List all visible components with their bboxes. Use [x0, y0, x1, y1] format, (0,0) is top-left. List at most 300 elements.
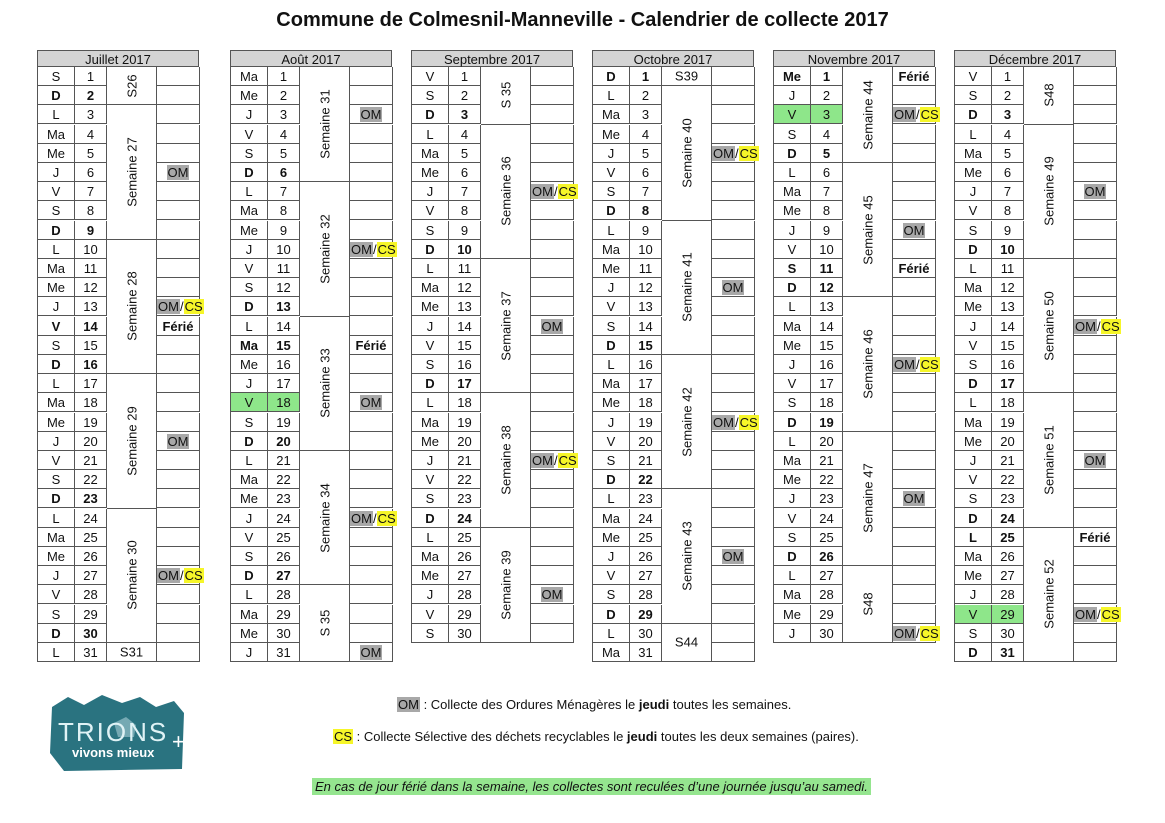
week-label: Semaine 33 — [317, 348, 332, 418]
collection-cell — [1074, 67, 1117, 86]
day-number: 1 — [75, 67, 107, 86]
week-cell — [1024, 67, 1074, 125]
om-tag: OM — [903, 222, 925, 238]
week-cell — [481, 393, 531, 527]
day-name: L — [774, 432, 811, 451]
day-number: 25 — [992, 528, 1024, 547]
day-number: 11 — [75, 259, 107, 278]
day-number: 25 — [449, 528, 481, 547]
collection-cell — [893, 605, 936, 624]
collection-cell — [893, 470, 936, 489]
day-name: Me — [38, 413, 75, 432]
day-name: V — [231, 528, 268, 547]
day-number: 23 — [992, 489, 1024, 508]
collection-cell — [893, 374, 936, 393]
collection-cell — [712, 528, 755, 547]
day-name: V — [412, 67, 449, 86]
collection-cell — [157, 221, 200, 240]
week-label: Semaine 40 — [679, 118, 694, 188]
week-label: Semaine 51 — [1041, 425, 1056, 495]
collection-cell — [350, 221, 393, 240]
collection-cell — [157, 374, 200, 393]
collection-cell — [712, 86, 755, 105]
month-header: Juillet 2017 — [37, 50, 199, 67]
day-name: Me — [774, 605, 811, 624]
day-number: 20 — [992, 432, 1024, 451]
om-tag: OM — [713, 145, 734, 161]
day-number: 16 — [630, 355, 662, 374]
day-name: L — [38, 374, 75, 393]
day-name: Ma — [593, 509, 630, 528]
collection-cell — [893, 182, 936, 201]
collection-cell — [1074, 201, 1117, 220]
day-number: 21 — [449, 451, 481, 470]
week-label: Semaine 43 — [679, 521, 694, 591]
om-tag: OM — [398, 697, 419, 712]
day-name: D — [774, 547, 811, 566]
legend-om-text-1: : Collecte des Ordures Ménagères le — [419, 697, 639, 712]
logo-vivons: vivons mieux — [72, 745, 155, 760]
day-number: 15 — [630, 336, 662, 355]
om-tag: OM — [158, 299, 179, 315]
legend-cs-text-2: toutes les deux semaines (paires). — [657, 729, 859, 744]
day-number: 3 — [75, 105, 107, 124]
day-number: 6 — [268, 163, 300, 182]
collection-cell — [350, 317, 393, 336]
day-name: Ma — [231, 201, 268, 220]
day-number: 29 — [449, 605, 481, 624]
day-name: V — [38, 585, 75, 604]
collection-cell — [531, 67, 574, 86]
day-name: D — [231, 163, 268, 182]
month-table — [773, 67, 939, 643]
day-name: Me — [774, 336, 811, 355]
day-number: 31 — [992, 643, 1024, 662]
day-name: S — [774, 259, 811, 278]
day-name: V — [955, 201, 992, 220]
day-name: S — [593, 182, 630, 201]
collection-cell — [157, 182, 200, 201]
day-number: 1 — [449, 67, 481, 86]
day-name: Ma — [412, 413, 449, 432]
week-cell — [662, 221, 712, 355]
day-number: 4 — [992, 125, 1024, 144]
collection-cell — [157, 605, 200, 624]
collection-cell — [1074, 470, 1117, 489]
tag-separator: / — [553, 453, 558, 468]
tag-separator: / — [734, 414, 739, 430]
cs-tag: CS — [739, 414, 758, 430]
day-number: 13 — [75, 297, 107, 316]
day-name: V — [38, 182, 75, 201]
day-name: S — [774, 125, 811, 144]
om-tag: OM — [722, 549, 744, 564]
collection-cell — [350, 605, 393, 624]
cs-tag: CS — [920, 625, 939, 641]
day-name: Ma — [593, 105, 630, 124]
collection-cell — [1074, 240, 1117, 259]
week-cell — [843, 67, 893, 163]
trions-logo — [44, 693, 212, 773]
day-number: 3 — [811, 105, 843, 124]
collection-cell — [531, 413, 574, 432]
day-number: 20 — [268, 432, 300, 451]
week-cell — [300, 451, 350, 585]
day-number: 6 — [449, 163, 481, 182]
day-number: 5 — [992, 144, 1024, 163]
collection-cell — [1074, 182, 1117, 201]
day-name: Ma — [38, 125, 75, 144]
day-number: 11 — [811, 259, 843, 278]
day-number: 12 — [992, 278, 1024, 297]
collection-cell — [712, 201, 755, 220]
day-number: 18 — [268, 393, 300, 412]
collection-cell — [712, 470, 755, 489]
collection-cell — [893, 336, 936, 355]
day-number: 13 — [811, 297, 843, 316]
tag-separator: / — [553, 184, 558, 200]
day-name: Me — [412, 297, 449, 316]
day-name: V — [412, 336, 449, 355]
day-name: J — [412, 585, 449, 604]
collection-cell — [1074, 413, 1117, 432]
day-number: 18 — [811, 393, 843, 412]
collection-cell — [1074, 509, 1117, 528]
day-name: D — [412, 240, 449, 259]
day-name: Me — [593, 393, 630, 412]
week-cell — [481, 67, 531, 125]
collection-cell — [531, 182, 577, 201]
collection-cell — [350, 259, 393, 278]
day-number: 2 — [449, 86, 481, 105]
day-name: L — [955, 393, 992, 412]
collection-cell — [531, 509, 574, 528]
collection-cell — [1074, 278, 1117, 297]
collection-cell — [350, 125, 393, 144]
week-label: Semaine 45 — [860, 194, 875, 265]
day-name: S — [231, 413, 268, 432]
week-label: Semaine 41 — [679, 252, 694, 322]
day-name: Ma — [412, 278, 449, 297]
day-name: D — [955, 374, 992, 393]
collection-cell — [350, 509, 396, 528]
day-number: 30 — [992, 624, 1024, 643]
collection-cell — [531, 393, 574, 412]
collection-cell — [350, 413, 393, 432]
collection-cell — [157, 451, 200, 470]
collection-cell — [157, 105, 200, 124]
day-name: S — [38, 336, 75, 355]
day-number: 2 — [75, 86, 107, 105]
day-number: 19 — [992, 413, 1024, 432]
day-name: Ma — [231, 67, 268, 86]
month-header: Novembre 2017 — [773, 50, 935, 67]
collection-cell — [157, 355, 200, 374]
day-name: J — [593, 413, 630, 432]
collection-cell — [1074, 643, 1117, 662]
day-number: 21 — [630, 451, 662, 470]
week-label: Semaine 27 — [124, 137, 139, 207]
day-number: 26 — [268, 547, 300, 566]
day-name: L — [593, 355, 630, 374]
day-name: D — [412, 105, 449, 124]
day-number: 8 — [630, 201, 662, 220]
day-name: J — [231, 643, 268, 662]
day-number: 27 — [75, 566, 107, 585]
tag-separator: / — [915, 625, 920, 641]
cs-tag: CS — [1101, 318, 1120, 334]
day-name: Ma — [231, 605, 268, 624]
legend-om — [397, 697, 791, 712]
day-name: V — [231, 259, 268, 278]
day-number: 11 — [268, 259, 300, 278]
day-number: 15 — [811, 336, 843, 355]
week-cell — [662, 355, 712, 489]
day-number: 15 — [75, 336, 107, 355]
day-number: 25 — [75, 528, 107, 547]
collection-cell — [350, 86, 393, 105]
collection-cell — [712, 624, 755, 643]
month-block — [411, 50, 577, 643]
day-name: J — [412, 317, 449, 336]
day-number: 23 — [630, 489, 662, 508]
day-name: Ma — [38, 259, 75, 278]
legend-cs-bold: jeudi — [626, 729, 658, 744]
day-name: D — [38, 86, 75, 105]
tag-separator: / — [915, 107, 920, 123]
day-name: Me — [593, 125, 630, 144]
cs-tag: CS — [377, 510, 396, 526]
day-name: L — [955, 125, 992, 144]
day-number: 21 — [811, 451, 843, 470]
collection-cell — [531, 451, 577, 470]
day-name: Me — [412, 566, 449, 585]
day-name: V — [231, 393, 268, 412]
collection-cell — [893, 547, 936, 566]
day-name: Me — [412, 432, 449, 451]
week-cell — [107, 240, 157, 374]
om-tag: OM — [713, 414, 734, 430]
collection-cell — [350, 240, 396, 259]
day-number: 4 — [811, 125, 843, 144]
collection-cell — [350, 163, 393, 182]
collection-cell — [157, 413, 200, 432]
day-number: 21 — [268, 451, 300, 470]
day-name: Me — [231, 489, 268, 508]
day-name: Ma — [774, 451, 811, 470]
day-name: Me — [955, 432, 992, 451]
day-name: S — [955, 221, 992, 240]
collection-cell — [893, 393, 936, 412]
day-name: L — [38, 643, 75, 662]
collection-cell — [712, 240, 755, 259]
day-name: Ma — [774, 585, 811, 604]
om-tag: OM — [1075, 606, 1096, 622]
day-number: 4 — [630, 125, 662, 144]
day-number: 28 — [630, 585, 662, 604]
collection-cell — [531, 547, 574, 566]
week-cell — [662, 86, 712, 220]
week-cell — [1024, 125, 1074, 259]
day-number: 1 — [268, 67, 300, 86]
collection-cell — [1074, 451, 1117, 470]
collection-cell — [893, 125, 936, 144]
day-number: 17 — [811, 374, 843, 393]
day-name: D — [412, 509, 449, 528]
day-name: V — [412, 470, 449, 489]
cs-tag: CS — [377, 241, 396, 257]
legend-cs — [333, 729, 859, 744]
day-number: 19 — [811, 413, 843, 432]
day-name: S — [231, 278, 268, 297]
day-name: Me — [593, 259, 630, 278]
day-name: S — [593, 317, 630, 336]
day-name: J — [231, 105, 268, 124]
collection-cell — [350, 144, 393, 163]
week-label: Semaine 46 — [860, 329, 875, 399]
collection-cell — [893, 509, 936, 528]
collection-cell — [893, 489, 936, 508]
day-number: 11 — [630, 259, 662, 278]
collection-cell — [893, 86, 936, 105]
collection-cell — [712, 67, 755, 86]
collection-cell — [350, 278, 393, 297]
day-name: L — [774, 297, 811, 316]
om-tag: OM — [360, 395, 382, 411]
collection-cell — [893, 585, 936, 604]
week-cell — [481, 259, 531, 393]
day-name: V — [955, 67, 992, 86]
day-name: Me — [955, 297, 992, 316]
holiday-note: En cas de jour férié dans la semaine, les collectes sont reculées d’une journée jusqu’au samedi. — [312, 778, 871, 795]
day-number: 13 — [268, 297, 300, 316]
collection-cell — [350, 374, 393, 393]
week-cell — [843, 566, 893, 643]
day-name: L — [231, 317, 268, 336]
day-number: 17 — [630, 374, 662, 393]
collection-cell — [1074, 528, 1117, 547]
week-label: Semaine 39 — [498, 550, 513, 620]
day-number: 2 — [811, 86, 843, 105]
collection-cell — [531, 163, 574, 182]
day-name: D — [955, 509, 992, 528]
collection-cell — [157, 528, 200, 547]
om-tag: OM — [351, 241, 372, 257]
week-cell — [300, 317, 350, 451]
day-name: D — [955, 643, 992, 662]
day-number: 9 — [268, 221, 300, 240]
collection-cell — [1074, 336, 1117, 355]
om-tag: OM — [722, 280, 744, 296]
day-name: S — [412, 624, 449, 643]
collection-cell — [531, 105, 574, 124]
day-number: 24 — [449, 509, 481, 528]
day-name: S — [955, 624, 992, 643]
collection-cell — [531, 240, 574, 259]
collection-cell — [157, 201, 200, 220]
week-label: S48 — [1041, 83, 1056, 107]
day-number: 22 — [811, 470, 843, 489]
day-name: Ma — [412, 547, 449, 566]
day-name: Me — [955, 163, 992, 182]
day-number: 14 — [75, 317, 107, 336]
day-number: 10 — [992, 240, 1024, 259]
collection-cell — [893, 432, 936, 451]
day-number: 9 — [449, 221, 481, 240]
day-name: D — [955, 240, 992, 259]
day-number: 28 — [992, 585, 1024, 604]
day-number: 20 — [630, 432, 662, 451]
day-number: 5 — [75, 144, 107, 163]
day-name: Me — [38, 547, 75, 566]
collection-cell — [157, 317, 200, 336]
day-name: J — [593, 144, 630, 163]
day-number: 24 — [992, 509, 1024, 528]
day-number: 4 — [268, 125, 300, 144]
collection-cell — [712, 566, 755, 585]
collection-cell — [712, 374, 755, 393]
day-name: D — [38, 624, 75, 643]
day-number: 27 — [992, 566, 1024, 585]
collection-cell — [893, 413, 936, 432]
day-number: 7 — [630, 182, 662, 201]
week-cell — [107, 643, 157, 662]
collection-cell — [712, 509, 755, 528]
collection-cell — [531, 528, 574, 547]
day-number: 18 — [992, 393, 1024, 412]
collection-cell — [531, 470, 574, 489]
collection-cell — [1074, 374, 1117, 393]
day-name: S — [231, 547, 268, 566]
collection-cell — [712, 393, 755, 412]
week-label: Semaine 38 — [498, 425, 513, 495]
collection-cell — [157, 144, 200, 163]
day-number: 2 — [268, 86, 300, 105]
collection-cell — [531, 489, 574, 508]
collection-cell — [1074, 624, 1117, 643]
collection-cell — [531, 374, 574, 393]
month-table — [592, 67, 758, 662]
collection-cell — [712, 278, 755, 297]
collection-cell — [893, 317, 936, 336]
collection-cell — [712, 163, 755, 182]
collection-cell — [157, 566, 203, 585]
day-name: L — [38, 105, 75, 124]
week-label: S26 — [124, 74, 139, 98]
collection-cell — [712, 221, 755, 240]
day-number: 27 — [811, 566, 843, 585]
cs-tag: CS — [920, 357, 939, 372]
week-label: Semaine 50 — [1041, 290, 1056, 361]
collection-cell — [1074, 393, 1117, 412]
tag-separator: / — [179, 568, 184, 584]
day-number: 24 — [75, 509, 107, 528]
week-label: Semaine 47 — [860, 463, 875, 534]
day-number: 9 — [75, 221, 107, 240]
collection-cell — [350, 336, 393, 355]
week-cell — [300, 585, 350, 662]
collection-cell — [157, 393, 200, 412]
collection-cell — [157, 163, 200, 182]
collection-cell — [712, 336, 755, 355]
collection-cell — [1074, 163, 1117, 182]
day-number: 7 — [811, 182, 843, 201]
collection-cell — [1074, 355, 1117, 374]
week-cell — [1024, 528, 1074, 662]
cs-tag: CS — [739, 145, 758, 161]
collection-cell — [1074, 86, 1117, 105]
day-number: 25 — [811, 528, 843, 547]
